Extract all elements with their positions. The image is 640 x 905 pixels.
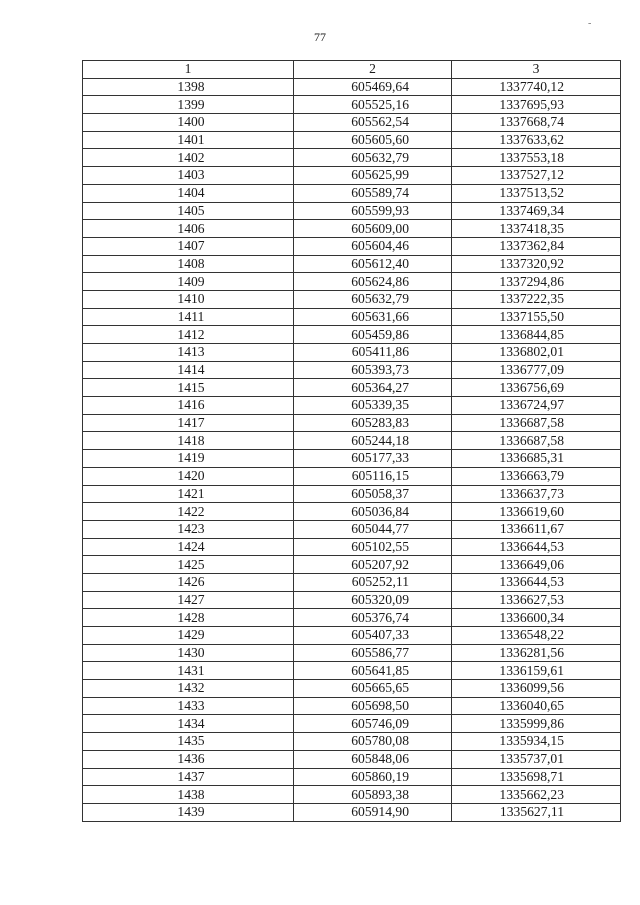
x-coordinate-cell: 605914,90 xyxy=(294,803,452,821)
table-row xyxy=(83,786,621,804)
point-number-cell: 1405 xyxy=(83,202,294,220)
coordinates-table-container xyxy=(82,60,620,822)
x-coordinate-cell: 605102,55 xyxy=(294,538,452,556)
y-coordinate-cell: 1336281,56 xyxy=(452,644,621,662)
table-row xyxy=(83,503,621,521)
point-number-cell: 1398 xyxy=(83,78,294,96)
table-row xyxy=(83,644,621,662)
point-number-cell: 1410 xyxy=(83,290,294,308)
point-number-cell: 1412 xyxy=(83,326,294,344)
x-coordinate-cell: 605525,16 xyxy=(294,96,452,114)
x-coordinate-cell: 605632,79 xyxy=(294,149,452,167)
x-coordinate-cell: 605698,50 xyxy=(294,697,452,715)
table-row xyxy=(83,733,621,751)
y-coordinate-cell: 1335999,86 xyxy=(452,715,621,733)
x-coordinate-cell: 605605,60 xyxy=(294,131,452,149)
point-number-cell: 1401 xyxy=(83,131,294,149)
point-number-cell: 1404 xyxy=(83,184,294,202)
x-coordinate-cell: 605036,84 xyxy=(294,503,452,521)
y-coordinate-cell: 1336099,56 xyxy=(452,680,621,698)
table-row xyxy=(83,255,621,273)
y-coordinate-cell: 1337294,86 xyxy=(452,273,621,291)
table-row xyxy=(83,573,621,591)
point-number-cell: 1413 xyxy=(83,344,294,362)
point-number-cell: 1422 xyxy=(83,503,294,521)
x-coordinate-cell: 605283,83 xyxy=(294,414,452,432)
point-number-cell: 1416 xyxy=(83,397,294,415)
y-coordinate-cell: 1337469,34 xyxy=(452,202,621,220)
x-coordinate-cell: 605562,54 xyxy=(294,114,452,132)
x-coordinate-cell: 605177,33 xyxy=(294,450,452,468)
y-coordinate-cell: 1336756,69 xyxy=(452,379,621,397)
x-coordinate-cell: 605459,86 xyxy=(294,326,452,344)
x-coordinate-cell: 605746,09 xyxy=(294,715,452,733)
y-coordinate-cell: 1336844,85 xyxy=(452,326,621,344)
x-coordinate-cell: 605320,09 xyxy=(294,591,452,609)
y-coordinate-cell: 1335662,23 xyxy=(452,786,621,804)
y-coordinate-cell: 1337418,35 xyxy=(452,220,621,238)
table-row xyxy=(83,114,621,132)
y-coordinate-cell: 1336611,67 xyxy=(452,520,621,538)
x-coordinate-cell: 605469,64 xyxy=(294,78,452,96)
point-number-cell: 1400 xyxy=(83,114,294,132)
x-coordinate-cell: 605586,77 xyxy=(294,644,452,662)
table-row xyxy=(83,326,621,344)
point-number-cell: 1439 xyxy=(83,803,294,821)
coordinates-table xyxy=(82,60,621,822)
table-row xyxy=(83,361,621,379)
x-coordinate-cell: 605860,19 xyxy=(294,768,452,786)
table-row xyxy=(83,768,621,786)
y-coordinate-cell: 1337527,12 xyxy=(452,167,621,185)
x-coordinate-cell: 605376,74 xyxy=(294,609,452,627)
point-number-cell: 1429 xyxy=(83,627,294,645)
x-coordinate-cell: 605393,73 xyxy=(294,361,452,379)
y-coordinate-cell: 1336687,58 xyxy=(452,414,621,432)
table-row xyxy=(83,591,621,609)
table-row xyxy=(83,78,621,96)
y-coordinate-cell: 1335627,11 xyxy=(452,803,621,821)
table-row xyxy=(83,520,621,538)
point-number-cell: 1437 xyxy=(83,768,294,786)
point-number-cell: 1426 xyxy=(83,573,294,591)
y-coordinate-cell: 1336548,22 xyxy=(452,627,621,645)
x-coordinate-cell: 605609,00 xyxy=(294,220,452,238)
table-row xyxy=(83,750,621,768)
table-row xyxy=(83,237,621,255)
x-coordinate-cell: 605641,85 xyxy=(294,662,452,680)
point-number-cell: 1427 xyxy=(83,591,294,609)
x-coordinate-cell: 605780,08 xyxy=(294,733,452,751)
point-number-cell: 1438 xyxy=(83,786,294,804)
x-coordinate-cell: 605848,06 xyxy=(294,750,452,768)
point-number-cell: 1423 xyxy=(83,520,294,538)
x-coordinate-cell: 605631,66 xyxy=(294,308,452,326)
y-coordinate-cell: 1336802,01 xyxy=(452,344,621,362)
y-coordinate-cell: 1337513,52 xyxy=(452,184,621,202)
point-number-cell: 1419 xyxy=(83,450,294,468)
y-coordinate-cell: 1335934,15 xyxy=(452,733,621,751)
table-row xyxy=(83,308,621,326)
table-row xyxy=(83,697,621,715)
y-coordinate-cell: 1337668,74 xyxy=(452,114,621,132)
x-coordinate-cell: 605604,46 xyxy=(294,237,452,255)
y-coordinate-cell: 1336777,09 xyxy=(452,361,621,379)
point-number-cell: 1406 xyxy=(83,220,294,238)
x-coordinate-cell: 605244,18 xyxy=(294,432,452,450)
table-row xyxy=(83,184,621,202)
y-coordinate-cell: 1336724,97 xyxy=(452,397,621,415)
point-number-cell: 1433 xyxy=(83,697,294,715)
y-coordinate-cell: 1337222,35 xyxy=(452,290,621,308)
y-coordinate-cell: 1336637,73 xyxy=(452,485,621,503)
table-row xyxy=(83,450,621,468)
y-coordinate-cell: 1336040,65 xyxy=(452,697,621,715)
table-row xyxy=(83,662,621,680)
x-coordinate-cell: 605612,40 xyxy=(294,255,452,273)
y-coordinate-cell: 1337362,84 xyxy=(452,237,621,255)
table-row xyxy=(83,220,621,238)
x-coordinate-cell: 605252,11 xyxy=(294,573,452,591)
table-row xyxy=(83,680,621,698)
table-row xyxy=(83,167,621,185)
y-coordinate-cell: 1337633,62 xyxy=(452,131,621,149)
column-header-y: 3 xyxy=(452,61,621,79)
table-row xyxy=(83,149,621,167)
y-coordinate-cell: 1336644,53 xyxy=(452,573,621,591)
y-coordinate-cell: 1336649,06 xyxy=(452,556,621,574)
point-number-cell: 1424 xyxy=(83,538,294,556)
point-number-cell: 1431 xyxy=(83,662,294,680)
y-coordinate-cell: 1336685,31 xyxy=(452,450,621,468)
table-row xyxy=(83,96,621,114)
table-header xyxy=(83,61,621,79)
x-coordinate-cell: 605339,35 xyxy=(294,397,452,415)
point-number-cell: 1434 xyxy=(83,715,294,733)
page-number: 77 xyxy=(314,30,326,44)
point-number-cell: 1417 xyxy=(83,414,294,432)
point-number-cell: 1421 xyxy=(83,485,294,503)
x-coordinate-cell: 605058,37 xyxy=(294,485,452,503)
table-row xyxy=(83,715,621,733)
point-number-cell: 1435 xyxy=(83,733,294,751)
y-coordinate-cell: 1336619,60 xyxy=(452,503,621,521)
column-header-number: 1 xyxy=(83,61,294,79)
point-number-cell: 1399 xyxy=(83,96,294,114)
x-coordinate-cell: 605624,86 xyxy=(294,273,452,291)
point-number-cell: 1430 xyxy=(83,644,294,662)
y-coordinate-cell: 1337740,12 xyxy=(452,78,621,96)
point-number-cell: 1402 xyxy=(83,149,294,167)
y-coordinate-cell: 1337553,18 xyxy=(452,149,621,167)
x-coordinate-cell: 605044,77 xyxy=(294,520,452,538)
x-coordinate-cell: 605599,93 xyxy=(294,202,452,220)
point-number-cell: 1407 xyxy=(83,237,294,255)
point-number-cell: 1403 xyxy=(83,167,294,185)
x-coordinate-cell: 605207,92 xyxy=(294,556,452,574)
table-row xyxy=(83,432,621,450)
x-coordinate-cell: 605411,86 xyxy=(294,344,452,362)
header-row xyxy=(83,61,621,79)
scan-mark: - xyxy=(588,18,592,29)
point-number-cell: 1415 xyxy=(83,379,294,397)
table-row xyxy=(83,627,621,645)
point-number-cell: 1408 xyxy=(83,255,294,273)
y-coordinate-cell: 1337320,92 xyxy=(452,255,621,273)
table-row xyxy=(83,538,621,556)
point-number-cell: 1420 xyxy=(83,467,294,485)
x-coordinate-cell: 605665,65 xyxy=(294,680,452,698)
y-coordinate-cell: 1335737,01 xyxy=(452,750,621,768)
table-row xyxy=(83,131,621,149)
table-row xyxy=(83,556,621,574)
table-row xyxy=(83,202,621,220)
table-row xyxy=(83,803,621,821)
y-coordinate-cell: 1336644,53 xyxy=(452,538,621,556)
table-body xyxy=(83,78,621,821)
table-row xyxy=(83,273,621,291)
point-number-cell: 1418 xyxy=(83,432,294,450)
column-header-x: 2 xyxy=(294,61,452,79)
point-number-cell: 1409 xyxy=(83,273,294,291)
y-coordinate-cell: 1335698,71 xyxy=(452,768,621,786)
x-coordinate-cell: 605364,27 xyxy=(294,379,452,397)
x-coordinate-cell: 605893,38 xyxy=(294,786,452,804)
table-row xyxy=(83,379,621,397)
point-number-cell: 1414 xyxy=(83,361,294,379)
table-row xyxy=(83,467,621,485)
y-coordinate-cell: 1336687,58 xyxy=(452,432,621,450)
x-coordinate-cell: 605407,33 xyxy=(294,627,452,645)
table-row xyxy=(83,344,621,362)
point-number-cell: 1436 xyxy=(83,750,294,768)
point-number-cell: 1425 xyxy=(83,556,294,574)
table-row xyxy=(83,414,621,432)
y-coordinate-cell: 1336159,61 xyxy=(452,662,621,680)
y-coordinate-cell: 1336663,79 xyxy=(452,467,621,485)
point-number-cell: 1428 xyxy=(83,609,294,627)
table-row xyxy=(83,397,621,415)
point-number-cell: 1411 xyxy=(83,308,294,326)
x-coordinate-cell: 605116,15 xyxy=(294,467,452,485)
x-coordinate-cell: 605625,99 xyxy=(294,167,452,185)
y-coordinate-cell: 1336600,34 xyxy=(452,609,621,627)
table-row xyxy=(83,609,621,627)
point-number-cell: 1432 xyxy=(83,680,294,698)
table-row xyxy=(83,290,621,308)
x-coordinate-cell: 605589,74 xyxy=(294,184,452,202)
y-coordinate-cell: 1337695,93 xyxy=(452,96,621,114)
table-row xyxy=(83,485,621,503)
y-coordinate-cell: 1337155,50 xyxy=(452,308,621,326)
x-coordinate-cell: 605632,79 xyxy=(294,290,452,308)
y-coordinate-cell: 1336627,53 xyxy=(452,591,621,609)
